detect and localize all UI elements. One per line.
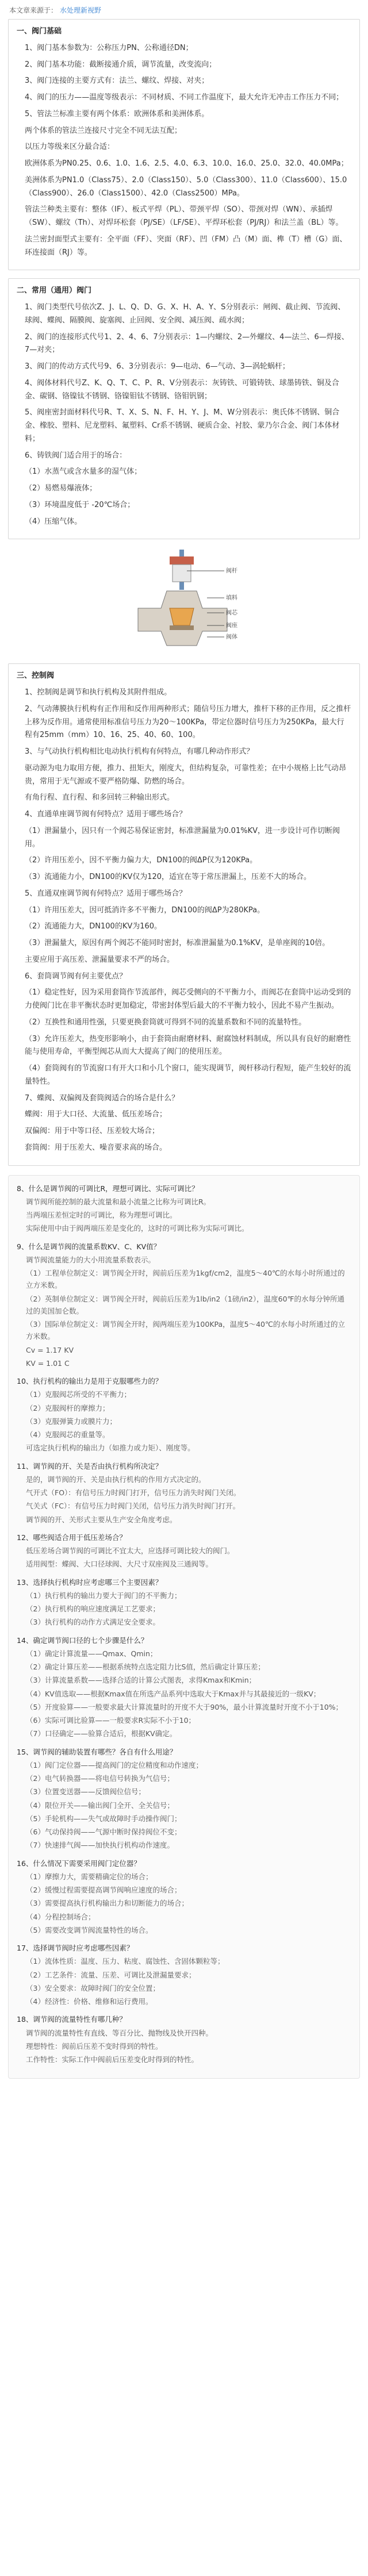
control-valve-item: 3、与气动执行机构相比电动执行机构有何特点，有哪几种动作形式？ [25,747,254,756]
source-label: 本文章来源于： [9,6,58,14]
section-title: 二、常用（通用）阀门 [17,286,92,295]
qa-question: 11、调节阀的开、关是否由执行机构所决定？ [17,1461,163,1471]
qa-answer: （1）工程单位制定义：调节阀全开时，阀前后压差为1kgf/cm2，温度5～40℃的水每小时所通过的立方米数。 [26,1269,345,1290]
label-packing: 填料 [226,595,237,602]
qa-answer: （2）执行机构的响应速度满足工艺要求； [26,1604,160,1613]
basics-item: 以压力等级来区分最合适： [25,143,115,152]
valve-seat-shape [170,625,194,630]
qa-answer: （7）快速排气阀——加快执行机构动作速度。 [26,1841,174,1850]
qa-answer: （4）KV值选取——根据Kmax值在所选产品系列中选取大于Kmax并与其最接近的一级KV； [26,1689,321,1698]
control-valve-item: （3）流通能力小，DN100的KV仅为120，适宜在等于常压泄漏上，压差不大的场合。 [25,873,312,881]
qa-answer: （4）分程控制场合； [26,1912,95,1921]
qa-question: 9、什么是调节阀的流量系数KV、C、KV值？ [17,1242,161,1251]
common-valve-item: 6、铸铁阀门适合用于的场合： [25,451,127,460]
qa-question: 16、什么情况下需要采用阀门定位器？ [17,1859,141,1868]
qa-answer: （3）需要提高执行机构输出力和切断能力的场合； [26,1899,189,1908]
qa-answer: 可选定执行机构的输出力（如推力或力矩）、刚度等。 [26,1444,195,1453]
basics-item: 两个体系的管法兰连接尺寸完全不同无法互配； [25,126,182,135]
qa-answer: （5）手轮机构——失气或故障时手动操作阀门； [26,1814,182,1823]
control-valve-item: 5、直通双座调节阀有何特点？适用于哪些场合？ [25,889,187,898]
label-seat: 阀座 [226,623,237,629]
label-stem: 阀杆 [226,568,237,575]
qa-answer: （6）实际可调比验算——一般要求R实际不小于10； [26,1716,196,1725]
control-valve-item: （2）互换性和通用性强，只要更换套筒就可得到不同的流量系数和不同的流量特性。 [25,1018,306,1027]
control-valve-item: （4）套筒阀有的节流窗口有开大口和小几个窗口，能实现调节，阀杆移动行程短，能产生较好的流量特性。 [25,1064,351,1086]
qa-answer: 适用阀型：蝶阀、大口径球阀、大尺寸双座阀及三通阀等。 [26,1560,213,1569]
control-valve-item: （1）稳定性好，因为采用套筒作节流部件，阀芯受侧向的不平衡力小，而阀芯在套筒中运动受到的力使阀门比在非平衡状态时更加稳定，带密封体型后最大的不平衡力较小，因此不易产生振动。 [25,988,351,1010]
qa-item [17,1241,351,1370]
qa-answer: 调节阀所能控制的最大流量和最小流量之比称为可调比R。 [26,1197,211,1206]
qa-section [8,1175,360,2079]
basics-item: 管法兰种类主要有：整体（IF）、板式平焊（PL）、带颈平焊（SO）、带颈对焊（WN）、承插焊（SW）、螺纹（Th）、对焊环松套（PJ/SE）（LF/SE）、平焊环松套（PJ/RJ）和法兰盖（BL）等。 [25,205,343,227]
qa-answer: （6）气动保持阀——气源中断时保持阀位不变； [26,1828,182,1836]
qa-answer: 低压差场合调节阀的可调比不宜太大，应选择可调比较大的阀门。 [26,1546,235,1555]
basics-item: 4、阀门的压力——温度等级表示：不同材质、不同工作温度下，最大允许无冲击工作压力不同； [25,93,344,102]
qa-item [17,1942,351,2007]
qa-answer: （3）国际单位制定义：调节阀全开时，阀两端压差为100KPa，温度5～40℃的水每小时所通过的立方米数。 [26,1320,346,1341]
qa-answer: （5）开度验算——一般要求最大计算流量时的开度不大于90%，最小计算流量时开度不小于10%； [26,1702,343,1711]
qa-answer: Cv = 1.17 KV [26,1345,74,1354]
qa-answer: （7）口径确定——验算合适后，根据KV确定。 [26,1729,177,1738]
qa-item [17,2013,351,2066]
basics-item: 欧洲体系为PN0.25、0.6、1.0、1.6、2.5、4.0、6.3、10.0、16.0、25.0、32.0、40.0MPa； [25,159,348,168]
qa-answer: （1）阀门定位器——提高阀门的定位精度和动作速度； [26,1760,203,1769]
qa-answer: （2）缓慢过程需要提高调节阀响应速度的场合； [26,1886,182,1894]
control-valve-item: 有角行程、直行程、和多回转三种输出形式。 [25,793,175,803]
qa-item [17,1746,351,1852]
control-valve-item: 1、控制阀是调节和执行机构及其附件组成。 [25,688,172,697]
qa-question: 17、选择调节阀时应考虑哪些因素？ [17,1944,134,1952]
qa-question: 12、哪些阀适合用于低压差场合？ [17,1533,126,1542]
qa-answer: （3）计算流量系数——选择合适的计算公式图表，求得Kmax和Kmin； [26,1676,256,1685]
section-control-valves [8,663,360,1165]
control-valve-item: （3）允许压差大，热变形影响小，由于套筒由耐磨材料、耐腐蚀材料制成，所以具有良好的耐磨性能与使用寿命，平衡型阀芯从而大大提高了阀门的使用压差。 [25,1034,351,1057]
qa-item [17,1857,351,1937]
qa-answer: 是的，调节阀的开、关是由执行机构的作用方式决定的。 [26,1475,206,1484]
common-valve-item: 5、阀座密封面材料代号R、T、X、S、N、F、H、Y、J、M、W分别表示：奥氏体不锈钢、铜合金、橡胶、塑料、尼龙塑料、氟塑料、Cr系不锈钢、硬质合金、衬胶、蒙乃尔合金、阀门本体材料； [25,408,340,443]
valve-diagram [0,545,368,660]
common-valve-item: 4、阀体材料代号Z、K、Q、T、C、P、R、V分别表示：灰铸铁、可锻铸铁、球墨铸铁、铜及合金、碳钢、铬镍钛不锈钢、铬镍钼钛不锈钢、铬钼钒钢； [25,378,339,401]
control-valve-item: 套筒阀：用于压差大、噪音要求高的场合。 [25,1143,167,1152]
control-valve-item: 双偏阀：用于中等口径、压差较大场合； [25,1127,160,1135]
basics-item: 法兰密封面型式主要有：全平面（FF）、突面（RF）、凹（FM）凸（M）面、榫（T）槽（G）面、环连接面（RJ）等。 [25,235,347,257]
qa-answer: （2）确定计算压差——根据系统特点选定阻力比S值，然后确定计算压差； [26,1663,265,1671]
qa-answer: （3）执行机构的动作方式满足安全要求。 [26,1618,160,1627]
qa-answer: （4）限位开关——输出阀门全开、全关信号； [26,1800,174,1810]
qa-answer: （4）经济性：价格、维修和运行费用。 [26,1997,153,2006]
qa-answer: （5）需要改变调节阀流量特性的场合。 [26,1925,153,1934]
qa-item [17,1460,351,1526]
valve-plug-shape [170,608,194,625]
qa-item [17,1576,351,1629]
qa-answer: （4）克服阀芯的重量等。 [26,1430,110,1439]
control-valve-item: （2）流通能力大，DN100的KV为160。 [25,922,162,931]
section-title: 一、阀门基础 [17,27,62,36]
qa-answer: （2）电气转换器——将电信号转换为气信号； [26,1774,174,1783]
control-valve-item: 6、套筒调节阀有何主要优点？ [25,972,127,981]
qa-answer: （3）位置变送器——反馈阀位信号； [26,1787,145,1796]
qa-answer: （1）执行机构的输出力要大于阀门的不平衡力； [26,1591,182,1600]
qa-question: 18、调节阀的流量特性有哪几种？ [17,2015,126,2024]
qa-answer: 调节阀流量能力的大小用流量系数表示。 [26,1255,156,1264]
qa-answer: （1）确定计算流量——Qmax、Qmin； [26,1649,158,1658]
qa-question: 10、执行机构的输出力是用于克服哪些力的？ [17,1377,163,1385]
common-valve-item: （1）水蒸气或含水量多的湿气体； [25,467,142,477]
qa-answer: （1）流体性质：温度、压力、粘度、腐蚀性、含固体颗粒等； [26,1957,225,1966]
basics-item: 1、阀门基本参数为：公称压力PN、公称通径DN； [25,43,193,52]
qa-answer: 气开式（FO）：有信号压力时阀门打开，信号压力消失时阀门关闭。 [26,1488,241,1497]
control-valve-item: （1）许用压差大，因可抵消许多不平衡力，DN100的阀ΔP为280KPa。 [25,905,265,915]
qa-answer: 工作特性：实际工作中阀前后压差变化时得到的特性。 [26,2055,199,2064]
qa-answer: （3）安全要求：故障时阀门的安全位置； [26,1983,160,1993]
qa-question: 13、选择执行机构时应考虑哪三个主要因素？ [17,1577,163,1587]
qa-item [17,1634,351,1740]
qa-answer: 当两端压差恒定时的可调比，称为理想可调比。 [26,1211,177,1219]
basics-item: 2、阀门基本功能：截断接通介质，调节流量，改变流向； [25,60,217,69]
control-valve-item: 2、气动薄膜执行机构有正作用和反作用两种形式；随信号压力增大，推杆下移的正作用，反之推杆上移为反作用。通常使用标准信号压力为20～100KPa，带定位器时信号压力为250KPa，最大行程有25mm（mm）10、16、25、40、60、100。 [25,704,351,740]
source-link[interactable]: 水处理新视野 [60,6,102,14]
label-plug: 阀芯 [226,610,237,617]
common-valve-item: （2）易燃易爆液体； [25,484,97,493]
qa-answer: 理想特性：阀前后压差不变时得到的特性。 [26,2041,163,2051]
qa-answer: 调节阀的流量特性有直线、等百分比、抛物线及快开四种。 [26,2028,213,2037]
basics-item: 3、阀门连接的主要方式有：法兰、螺纹、焊接、对夹； [25,76,209,86]
control-valve-item: 4、直通单座调节阀有何特点？适用于哪些场合？ [25,810,187,819]
control-valve-item: 7、蝶阀、双偏阀及套筒阀适合的场合是什么？ [25,1093,179,1103]
control-valve-item: 主要应用于高压差、泄漏量要求不严的场合。 [25,955,175,964]
control-valve-item: （2）许用压差小，因不平衡力偏力大，DN100的阀ΔP仅为120KPa。 [25,856,258,865]
qa-answer: KV = 1.01 C [26,1358,70,1368]
qa-answer: 调节阀的开、关形式主要从生产安全角度考虑。 [26,1515,177,1524]
basics-item: 美洲体系为PN1.0（Class75）、2.0（Class150）、5.0（Class300）、11.0（Class600）、15.0（Class900）、26.0（Class1500）、42.0（Class2500）MPa。 [25,175,347,198]
qa-answer: （2）工艺条件：流量、压差、可调比及泄漏量要求； [26,1970,196,1979]
qa-question: 15、调节阀的辅助装置有哪些？各自有什么用途？ [17,1747,177,1756]
common-valve-item: 2、阀门的连接形式代号1、2、4、6、7分别表示：1—内螺纹、2—外螺纹、4—法兰、6—焊接、7—对夹； [25,332,349,355]
common-valve-item: 1、阀门类型代号依次Z、J、L、Q、D、G、X、H、A、Y、S分别表示：闸阀、截止阀、节流阀、球阀、蝶阀、隔膜阀、旋塞阀、止回阀、安全阀、减压阀、疏水阀； [25,303,346,325]
section-basics [8,19,360,270]
control-valve-item: 驱动源为电力取用方便，推力、扭矩大，刚度大，但结构复杂，可靠性差；在中小规格上比气动昂贵，常用于无气源或不要严格防爆、防燃的场合。 [25,763,347,786]
qa-question: 14、确定调节阀口径的七个步骤是什么？ [17,1636,148,1645]
control-valve-item: 蝶阀：用于大口径、大流量、低压差场合； [25,1110,167,1119]
common-valve-item: （3）环境温度低于 -20℃场合； [25,500,135,509]
qa-item [17,1531,351,1571]
valve-bonnet-shape [172,565,191,582]
qa-answer: （2）克服阀杆的摩擦力； [26,1403,110,1412]
qa-answer: （3）克服弹簧力或膜片力； [26,1416,117,1426]
qa-item [17,1375,351,1454]
label-body: 阀体 [226,634,237,641]
qa-answer: 实际使用中由于阀两端压差是变化的，这时的可调比称为实际可调比。 [26,1224,249,1233]
basics-item: 5、管法兰标准主要有两个体系：欧洲体系和美洲体系。 [25,109,209,118]
qa-item [17,1183,351,1235]
qa-answer: （1）克服阀芯所受的不平衡力； [26,1390,131,1399]
source-line [0,0,368,19]
common-valve-item: 3、阀门的传动方式代号9、6、3分别表示：9—电动、6—气动、3—涡轮蜗杆； [25,362,290,371]
valve-actuator-shape [170,556,194,565]
control-valve-item: （1）泄漏量小，因只有一个阀芯易保证密封，标准泄漏量为0.01%KV，进一步设计可作切断阀用。 [25,826,340,849]
qa-answer: （2）英制单位制定义：调节阀全开时，阀前后压差为1lb/in2（1磅/in2），温度60℉的水每分钟所通过的美国加仑数。 [26,1294,344,1315]
qa-answer: （1）摩擦力大，需要精确定位的场合； [26,1872,153,1881]
section-title: 三、控制阀 [17,671,55,681]
qa-answer: 气关式（FC）：有信号压力时阀门关闭，信号压力消失时阀门打开。 [26,1502,240,1511]
section-common-valves [8,278,360,539]
qa-question: 8、什么是调节阀的可调比R，理想可调比、实际可调比？ [17,1184,199,1193]
control-valve-item: （3）泄漏量大，原因有两个阀芯不能同时密封，标准泄漏量为0.1%KV，是单座阀的10倍。 [25,939,330,947]
common-valve-item: （4）压缩气体。 [25,517,82,526]
